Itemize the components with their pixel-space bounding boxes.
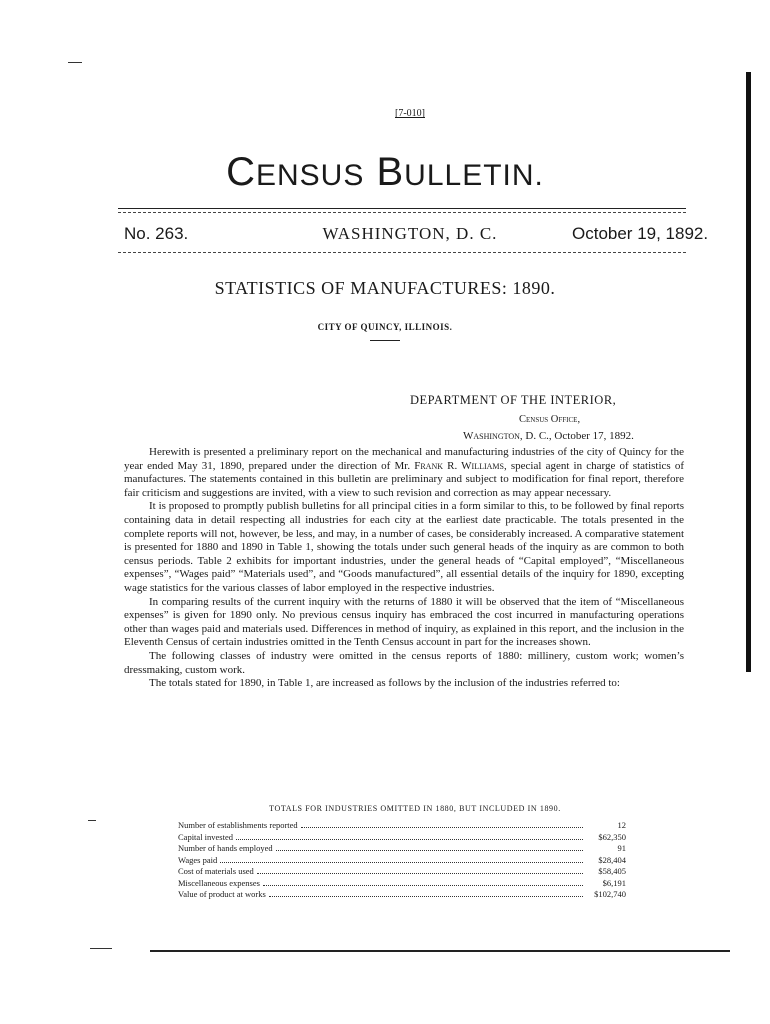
bulletin-number: No. 263. <box>124 224 189 243</box>
leader-dots <box>276 850 583 851</box>
row-value: 12 <box>617 820 626 830</box>
table-caption: TOTALS FOR INDUSTRIES OMITTED IN 1880, BUT INCLUDED IN 1890. <box>269 804 561 813</box>
footer-rule <box>150 950 730 952</box>
header-rule-top-2 <box>118 212 686 213</box>
row-value: $6,191 <box>602 877 626 888</box>
row-value: $58,405 <box>598 866 626 876</box>
table-row <box>178 843 626 855</box>
row-value: 91 <box>617 843 626 853</box>
row-value: $102,740 <box>594 889 626 899</box>
city-heading: CITY OF QUINCY, ILLINOIS. <box>317 322 453 332</box>
row-label: Cost of materials used <box>178 866 254 876</box>
row-label: Capital invested <box>178 831 234 842</box>
row-label: Wages paid <box>178 854 218 865</box>
bulletin-date: October 19, 1892. <box>572 224 709 243</box>
leader-dots <box>236 839 583 840</box>
section-title: STATISTICS OF MANUFACTURES: 1890. <box>214 278 556 298</box>
bulletin-title <box>0 150 770 195</box>
paragraph-2: It is proposed to promptly publish bulletins for all principal cities in a form similar to this, to be followed by final reports containing data in detail respecting all industries for each city at the earliest date practicable. The totals presented in the complete reports will not, however, be less, and may, in a number of cases, be considerably increased. A comparative statement is presented for 1880 and 1890 in Table 1, showing the totals under such general heads of the inquiry as are common to both census periods. Table 2 exhibits for important industries, under the general heads of “Capital employed”, “Miscellaneous expenses”, “Wages paid” “Materials used”, and “Goods manufactured”, all essential details of the inquiry for 1890, excepting wage statistics for the various classes of labor employed in the respective industries. <box>124 500 684 594</box>
paragraph-1 <box>124 446 684 500</box>
scan-mark <box>90 948 112 949</box>
bulletin-place: WASHINGTON, D. C. <box>322 224 498 243</box>
table-row <box>178 820 626 832</box>
dateline-date: D. C., October 17, 1892. <box>522 430 634 442</box>
paragraph-1-text-a: Herewith is presented a preliminary report on the mechanical and manufacturing industries of the city of Quincy for the year ended May 31, 1890, prepared under the direction of Mr. <box>124 446 684 472</box>
scan-mark <box>88 820 96 821</box>
paragraph-1-text-b: , special agent in charge of statistics of manufactures. The statements contained in this bulletin are preliminary and subject to modification for final report, therefore fair criticism and suggestions are invited, with a view to such revision and correction as may appear necessary. <box>124 459 684 499</box>
office-name: Census Office, <box>519 414 581 425</box>
scan-mark <box>68 62 82 63</box>
row-value: $62,350 <box>598 831 626 842</box>
row-label: Miscellaneous expenses <box>178 877 260 888</box>
row-label: Number of establishments reported <box>178 820 298 830</box>
row-value: $28,404 <box>598 854 626 865</box>
leader-dots <box>301 827 583 828</box>
title-rest-census: ENSUS <box>256 159 365 192</box>
header-rule-bottom <box>118 252 686 253</box>
table-row <box>178 866 626 878</box>
header-rule-top <box>118 208 686 209</box>
totals-table <box>178 820 626 901</box>
bulletin-body <box>124 446 684 691</box>
table-row <box>178 878 626 890</box>
letter-dateline <box>463 430 634 442</box>
dateline-place: Washington, <box>463 430 523 442</box>
row-label: Number of hands employed <box>178 843 273 853</box>
row-label: Value of product at works <box>178 889 266 899</box>
paragraph-4: The following classes of industry were omitted in the census reports of 1880: millinery, custom work; women’s dressmaking, custom work. <box>124 649 684 676</box>
title-rest-bulletin: ULLETIN. <box>404 159 544 192</box>
paragraph-3: In comparing results of the current inquiry with the returns of 1880 it will be observed that the item of “Miscellaneous expenses” is given for 1890 only. No previous census inquiry has embraced the cost incurred in manufacturing operations other than wages paid and materials used. Differences in method of inquiry, as explained in this report, and the inclusion in the Eleventh Census of certain industries omitted in the Tenth Census account in part for the increases shown. <box>124 595 684 649</box>
document-code: [7-010] <box>395 108 425 119</box>
table-row <box>178 889 626 901</box>
leader-dots <box>263 885 583 886</box>
title-initial-b: B <box>376 150 405 194</box>
leader-dots <box>220 862 583 863</box>
leader-dots <box>269 896 583 897</box>
department-heading: DEPARTMENT OF THE INTERIOR, <box>410 393 617 407</box>
title-initial-c: C <box>226 150 256 194</box>
city-underline <box>370 340 400 341</box>
leader-dots <box>257 873 583 874</box>
agent-name: Frank R. Williams <box>414 459 504 472</box>
paragraph-5: The totals stated for 1890, in Table 1, are increased as follows by the inclusion of the industries referred to: <box>149 677 620 690</box>
table-row <box>178 832 626 844</box>
table-row <box>178 855 626 867</box>
